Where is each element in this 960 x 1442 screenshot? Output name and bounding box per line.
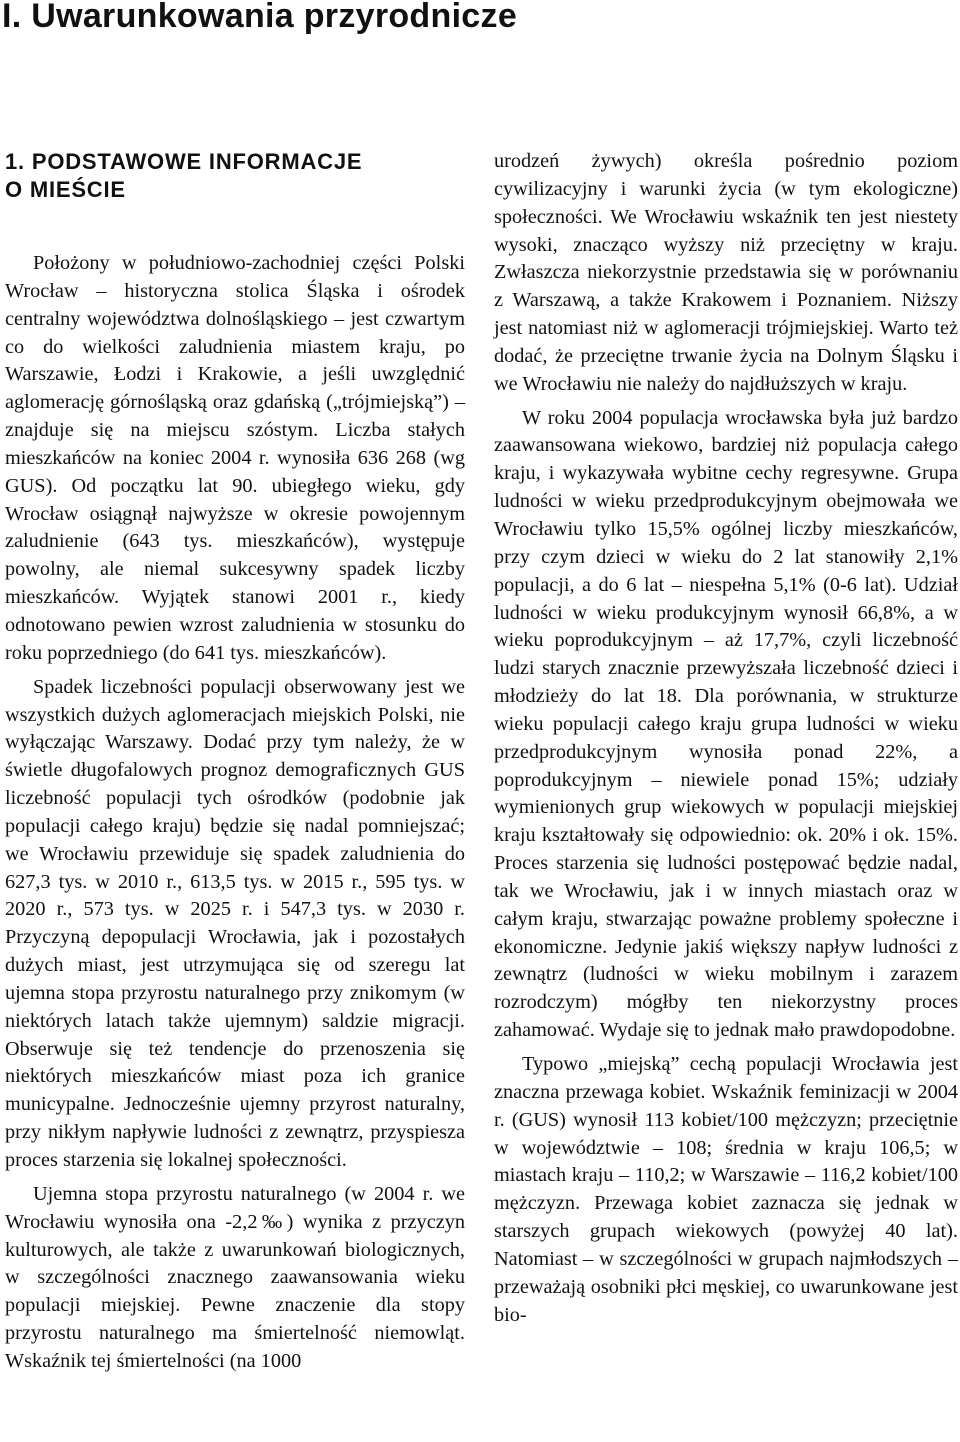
paragraph: Spadek liczebności populacji obserwowany jest we wszystkich dużych aglomeracjach miejskich Polski, nie wyłączając Warszawy. Dodać przy tym należy, że w świetle długofalowych prognoz demograficznych GUS liczebność populacji tych ośrodków (podobnie jak populacji całego kraju) będzie się nadal pomniejszać; we Wrocławiu przewiduje się spadek zaludnienia do 627,3 tys. w 2010 r., 613,5 tys. w 2015 r., 595 tys. w 2020 r., 573 tys. w 2025 r. i 547,3 tys. w 2030 r. Przyczyną depopulacji Wrocławia, jak i pozostałych dużych miast, jest utrzymująca się od szeregu lat ujemna stopa przyrostu naturalnego przy znikomym (w niektórych latach także ujemnym) saldzie migracji. Obserwuje się też tendencje do przenoszenia się niektórych mieszkańców miast poza ich granice municypalne. Jednocześnie ujemny przyrost naturalny, przy nikłym napływie ludności z zewnątrz, przyspiesza proces starzenia się lokalnej społeczności. <box>5 675 465 1171</box>
paragraph-continued: urodzeń żywych) określa pośrednio poziom cywilizacyjny i warunki życia (w tym ekologiczne) społeczności. We Wrocławiu wskaźnik ten jest niestety wysoki, znacząco wyższy niż przeciętny w kraju. Zwłaszcza niekorzystnie przedstawia się w porównaniu z Warszawą, a także Krakowem i Poznaniem. Niższy jest natomiast niż w aglomeracji trójmiejskiej. Warto też dodać, że przeciętne trwanie życia na Dolnym Śląsku i we Wrocławiu nie należy do najdłuższych w kraju. <box>494 150 958 395</box>
paragraph: Ujemna stopa przyrostu naturalnego (w 2004 r. we Wrocławiu wynosiła ona -2,2‰) wynika z przyczyn kulturowych, ale także z uwarunkowań biologicznych, w szczególności znacznego zaawansowania wieku populacji miejskiej. Pewne znaczenie dla stopy przyrostu naturalnego ma śmiertelność niemowląt. Wskaźnik tej śmiertelności (na 1000 <box>5 1182 465 1372</box>
section-heading-line-1: 1. PODSTAWOWE INFORMACJE <box>5 149 363 174</box>
left-column <box>5 148 465 1376</box>
chapter-title: I. Uwarunkowania przyrodnicze <box>2 0 518 35</box>
section-heading <box>5 148 465 204</box>
paragraph: W roku 2004 populacja wrocławska była już bardzo zaawansowana wiekowo, bardziej niż populacja całego kraju, i wykazywała wybitne cechy regresywne. Grupa ludności w wieku przedprodukcyjnym obejmowała we Wrocławiu tylko 15,5% ogólnej liczby mieszkańców, przy czym dzieci w wieku do 2 lat stanowiły 2,1% populacji, a do 6 lat – niespełna 5,1% (0-6 lat). Udział ludności w wieku produkcyjnym wynosił 66,8%, a w wieku poprodukcyjnym – aż 17,7%, czyli liczebność ludzi starych znacznie przewyższała liczebność dzieci i młodzieży do lat 18. Dla porównania, w strukturze wieku populacji całego kraju grupa ludności w wieku przedprodukcyjnym wynosiła ponad 22%, a poprodukcyjnym – niewiele ponad 15%; udziały wymienionych grup wiekowych w populacji miejskiej kraju kształtowały się odpowiednio: ok. 20% i ok. 15%. Proces starzenia się ludności postępować będzie nadal, tak we Wrocławiu, jak i w innych miastach oraz w całym kraju, stwarzając poważne problemy społeczne i ekonomiczne. Jedynie jakiś większy napływ ludności z zewnątrz (ludności w wieku mobilnym i zarazem rozrodczym) mógłby ten niekorzystny proces zahamować. Wydaje się to jednak mało prawdopodobne. <box>494 406 958 1042</box>
right-column <box>494 148 958 1329</box>
section-heading-line-2: O MIEŚCIE <box>5 177 126 202</box>
paragraph: Położony w południowo-zachodniej części Polski Wrocław – historyczna stolica Śląska i ośrodek centralny województwa dolnośląskiego – jest czwartym co do wielkości zaludnienia miastem kraju, po Warszawie, Łodzi i Krakowie, a jeśli uwzględnić aglomerację górnośląską oraz gdańską („trójmiejską”) – znajduje się na miejscu szóstym. Liczba stałych mieszkańców na koniec 2004 r. wynosiła 636 268 (wg GUS). Od początku lat 90. ubiegłego wieku, gdy Wrocław osiągnął najwyższe w okresie powojennym zaludnienie (643 tys. mieszkańców), występuje powolny, ale niemal sukcesywny spadek liczby mieszkańców. Wyjątek stanowi 2001 r., kiedy odnotowano pewien wzrost zaludnienia w stosunku do roku poprzedniego (do 641 tys. mieszkańców). <box>5 252 465 664</box>
paragraph: Typowo „miejską” cechą populacji Wrocławia jest znaczna przewaga kobiet. Wskaźnik feminizacji w 2004 r. (GUS) wynosił 113 kobiet/100 mężczyzn; przeciętnie w województwie – 108; średnia w kraju 106,5; w miastach kraju – 110,2; w Warszawie – 116,2 kobiet/100 mężczyzn. Przewaga kobiet zaznacza się jednak w starszych grupach wiekowych (powyżej 40 lat). Natomiast – w szczególności w grupach najmłodszych – przeważają osobniki płci męskiej, co uwarunkowane jest bio- <box>494 1053 958 1326</box>
